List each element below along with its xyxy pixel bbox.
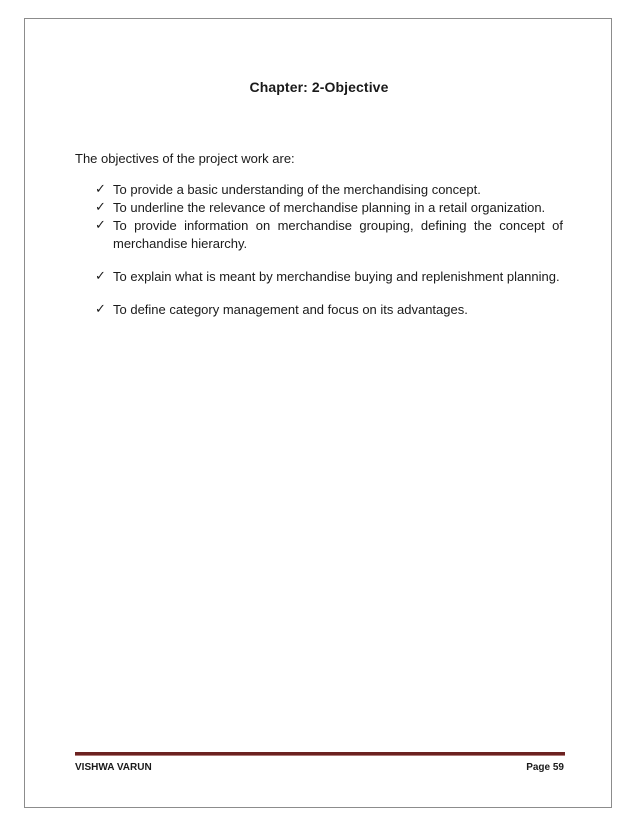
list-item <box>95 268 563 286</box>
footer-page-number: Page 59 <box>526 762 564 773</box>
footer-rule <box>75 752 565 756</box>
objective-text: To define category management and focus on its advantages. <box>113 302 468 317</box>
checkmark-icon: ✓ <box>95 200 106 215</box>
intro-text: The objectives of the project work are: <box>75 151 295 166</box>
objectives-list <box>95 181 563 319</box>
list-item <box>95 199 563 217</box>
list-item <box>95 301 563 319</box>
objective-text: To provide a basic understanding of the merchandising concept. <box>113 182 481 197</box>
objective-text: To explain what is meant by merchandise buying and replenishment planning. <box>113 269 560 284</box>
chapter-title: Chapter: 2-Objective <box>249 79 389 95</box>
list-item <box>95 217 563 253</box>
page-border <box>24 18 612 808</box>
checkmark-icon: ✓ <box>95 218 106 233</box>
objective-text: To provide information on merchandise grouping, defining the concept of merchandise hierarchy. <box>113 218 563 251</box>
checkmark-icon: ✓ <box>95 302 106 317</box>
list-item <box>95 181 563 199</box>
checkmark-icon: ✓ <box>95 269 106 284</box>
objective-text: To underline the relevance of merchandise planning in a retail organization. <box>113 200 546 215</box>
footer-author: VISHWA VARUN <box>75 762 152 773</box>
checkmark-icon: ✓ <box>95 182 106 197</box>
